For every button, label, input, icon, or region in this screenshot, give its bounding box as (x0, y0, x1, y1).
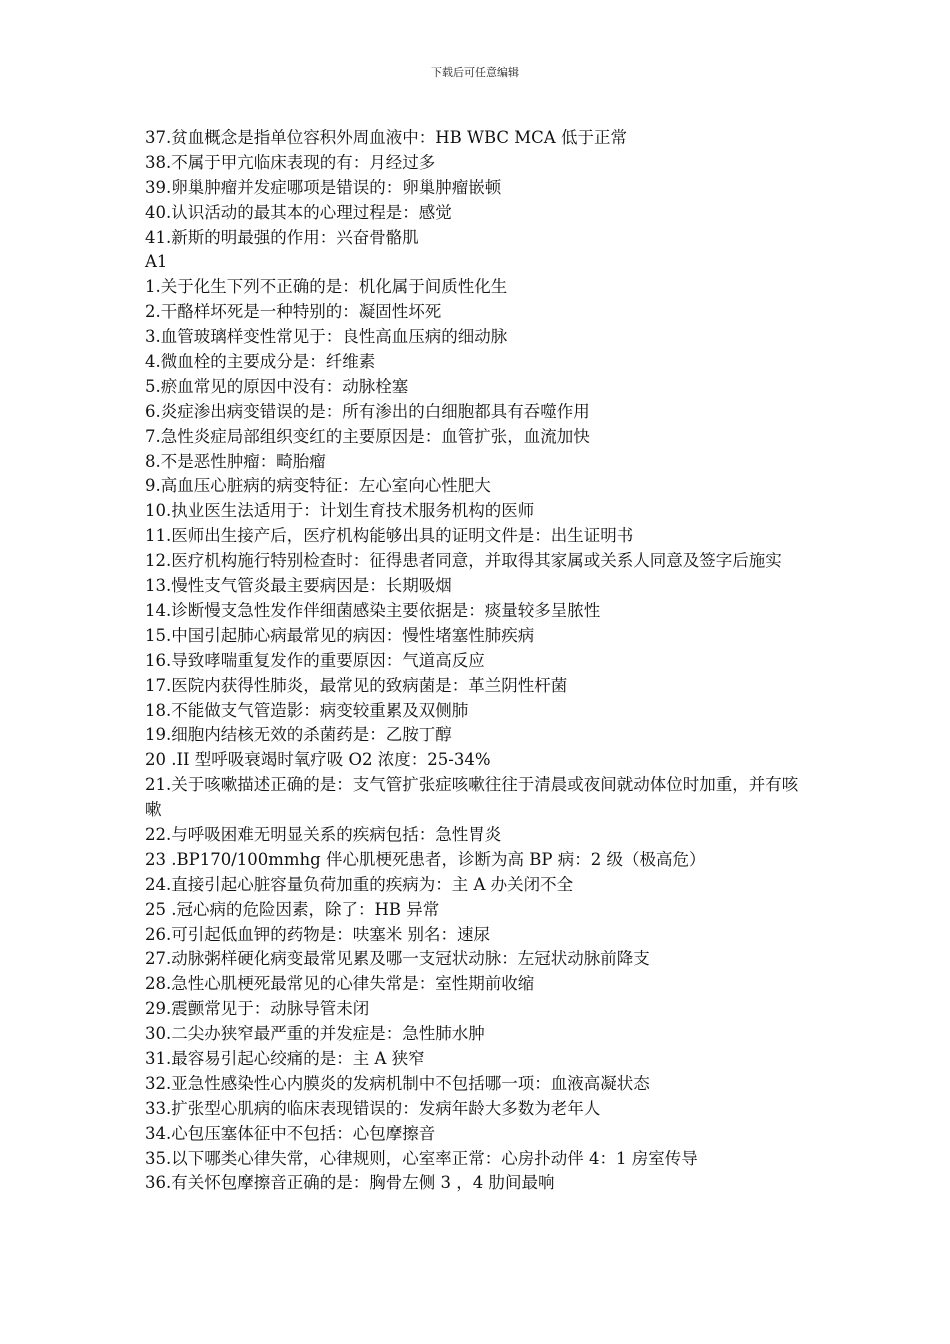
page-header: 下载后可任意编辑 (431, 66, 519, 79)
list-item: 37.贫血概念是指单位容积外周血液中：HB WBC MCA 低于正常 (145, 128, 627, 147)
list-item: 22.与呼吸困难无明显关系的疾病包括：急性胃炎 (145, 824, 502, 844)
list-item: 17.医院内获得性肺炎，最常见的致病菌是：革兰阴性杆菌 (145, 675, 568, 695)
list-item: 34.心包压塞体征中不包括：心包摩擦音 (145, 1123, 436, 1143)
list-item: 30.二尖办狭窄最严重的并发症是：急性肺水肿 (145, 1024, 485, 1044)
list-item: 24.直接引起心脏容量负荷加重的疾病为：主 A 办关闭不全 (145, 874, 574, 894)
list-item: 31.最容易引起心绞痛的是：主 A 狭窄 (145, 1049, 425, 1068)
list-item: 33.扩张型心肌病的临床表现错误的：发病年龄大多数为老年人 (145, 1098, 601, 1118)
list-item: 5.瘀血常见的原因中没有：动脉栓塞 (145, 376, 409, 396)
list-item: 6.炎症渗出病变错误的是：所有渗出的白细胞都具有吞噬作用 (145, 401, 590, 421)
list-item: 25 .冠心病的危险因素，除了：HB 异常 (145, 899, 440, 919)
list-item: 29.震颤常见于：动脉导管未闭 (145, 999, 370, 1019)
list-item: 1.关于化生下列不正确的是：机化属于间质性化生 (145, 277, 508, 297)
list-item: 9.高血压心脏病的病变特征：左心室向心性肥大 (145, 476, 491, 496)
list-item: 39.卵巢肿瘤并发症哪项是错误的：卵巢肿瘤嵌顿 (145, 177, 502, 197)
list-item: 15.中国引起肺心病最常见的病因：慢性堵塞性肺疾病 (145, 625, 535, 645)
list-item: 28.急性心肌梗死最常见的心律失常是：室性期前收缩 (145, 974, 535, 994)
list-item: 3.血管玻璃样变性常见于：良性高血压病的细动脉 (145, 327, 508, 347)
list-item: 19.细胞内结核无效的杀菌药是：乙胺丁醇 (145, 725, 452, 745)
list-item: 26.可引起低血钾的药物是：呋塞米 别名：速尿 (145, 924, 490, 944)
list-item: 41.新斯的明最强的作用：兴奋骨骼肌 (145, 227, 419, 247)
question-list (145, 126, 810, 1196)
list-item: 2.干酪样坏死是一种特别的：凝固性坏死 (145, 302, 442, 322)
list-item: 36.有关怀包摩擦音正确的是：胸骨左侧 3 ，4 肋间最响 (145, 1173, 555, 1193)
list-item: 21.关于咳嗽描述正确的是：支气管扩张症咳嗽往往于清晨或夜间就动体位时加重，并有咳嗽 (145, 775, 799, 820)
list-item: 12.医疗机构施行特别检查时：征得患者同意，并取得其家属或关系人同意及签字后施实 (145, 551, 782, 571)
list-item: 40.认识活动的最其本的心理过程是：感觉 (145, 202, 452, 222)
list-item: 8.不是恶性肿瘤：畸胎瘤 (145, 451, 326, 471)
list-item: 32.亚急性感染性心内膜炎的发病机制中不包括哪一项：血液高凝状态 (145, 1073, 650, 1093)
list-item: 13.慢性支气管炎最主要病因是：长期吸烟 (145, 576, 452, 596)
list-item: 14.诊断慢支急性发作伴细菌感染主要依据是：痰量较多呈脓性 (145, 600, 601, 620)
list-item: 23 .BP170/100mmhg 伴心肌梗死患者，诊断为高 BP 病：2 级（极高危） (145, 849, 706, 869)
section-heading: A1 (145, 252, 168, 272)
list-item: 11.医师出生接产后，医疗机构能够出具的证明文件是：出生证明书 (145, 526, 634, 546)
list-item: 4.微血栓的主要成分是：纤维素 (145, 352, 376, 372)
list-item: 27.动脉粥样硬化病变最常见累及哪一支冠状动脉：左冠状动脉前降支 (145, 949, 650, 969)
list-item: 18.不能做支气管造影：病变较重累及双侧肺 (145, 700, 469, 720)
list-item: 35.以下哪类心律失常，心律规则，心室率正常：心房扑动伴 4：1 房室传导 (145, 1148, 698, 1168)
list-item: 7.急性炎症局部组织变红的主要原因是：血管扩张，血流加快 (145, 426, 590, 446)
list-item: 20 .II 型呼吸衰竭时氧疗吸 O2 浓度：25-34% (145, 750, 491, 770)
list-item: 16.导致哮喘重复发作的重要原因：气道高反应 (145, 650, 485, 670)
list-item: 10.执业医生法适用于：计划生育技术服务机构的医师 (145, 501, 535, 521)
list-item: 38.不属于甲亢临床表现的有：月经过多 (145, 152, 436, 172)
